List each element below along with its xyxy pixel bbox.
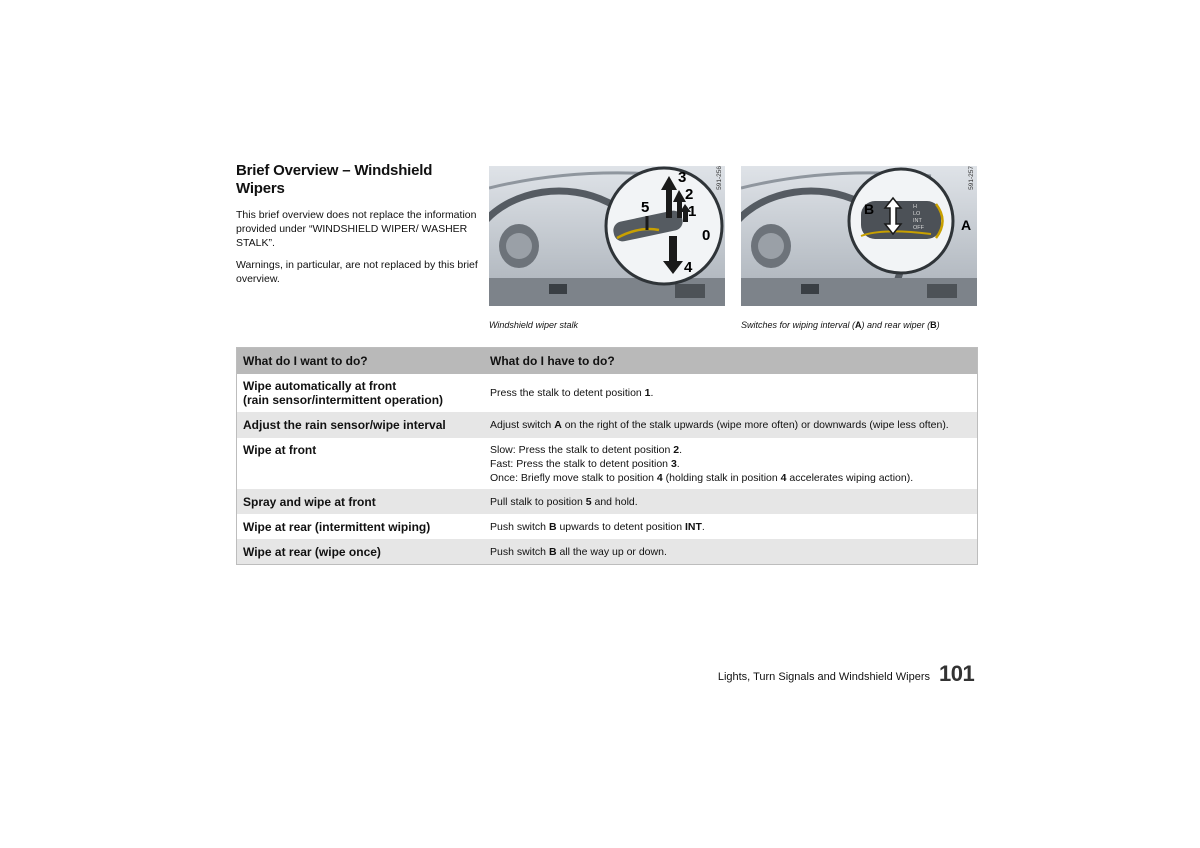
switch-position-label: LO (913, 211, 921, 217)
answer-bold-value: 5 (585, 495, 592, 508)
answer-line (490, 386, 971, 400)
switch-label-b: B (864, 201, 875, 217)
answer-text: Pull stalk to position (490, 495, 586, 508)
answer-text: Push switch (490, 545, 549, 558)
switches-figure (741, 166, 977, 306)
answer-line (490, 418, 971, 432)
row-answer (484, 412, 978, 438)
question-line: Spray and wipe at front (243, 494, 376, 509)
answer-line (490, 495, 971, 509)
answer-text: . (676, 458, 680, 470)
answer-text: . (701, 520, 705, 533)
page-number: 101 (939, 661, 975, 686)
table-row (237, 489, 978, 514)
stalk-position-label: 0 (702, 227, 711, 244)
answer-text: on the right of the stalk upwards (wipe more often) or downwards (wipe less often). (561, 419, 949, 431)
caption-bold: A (855, 320, 862, 330)
answer-text: . (650, 387, 654, 399)
answer-bold-value: 1 (644, 387, 651, 399)
table-row (237, 438, 978, 489)
answer-text: upwards to detent position (556, 520, 685, 533)
row-question (237, 539, 485, 565)
switches-illustration (741, 166, 977, 306)
answer-bold-value: 4 (656, 472, 663, 484)
switch-position-label: OFF (913, 225, 924, 231)
table-header-row (237, 348, 978, 375)
answer-text: Once: Briefly move stalk to position (490, 472, 657, 484)
stalk-position-label: 5 (641, 199, 650, 216)
answer-bold-value: 3 (670, 458, 677, 470)
row-question (237, 438, 485, 489)
figure-caption (741, 320, 940, 330)
table-row (237, 514, 978, 539)
answer-text: and hold. (591, 495, 638, 508)
answer-text: Adjust switch (490, 419, 555, 431)
section-title: Brief Overview – Windshield Wipers (236, 162, 433, 197)
answer-line (490, 457, 971, 471)
row-answer (484, 514, 978, 539)
question-line: Wipe at rear (wipe once) (243, 544, 381, 559)
row-answer (484, 489, 978, 514)
caption-text: Switches for wiping interval ( (741, 320, 856, 330)
question-line: Wipe at front (243, 443, 317, 457)
answer-bold-value: INT (684, 520, 702, 533)
answer-text: . (679, 444, 683, 456)
answer-line (490, 545, 971, 559)
answer-text: Fast: Press the stalk to detent position (490, 458, 671, 470)
row-answer (484, 374, 978, 412)
row-question (237, 412, 485, 438)
wiper-stalk-illustration (489, 166, 725, 306)
question-line: (rain sensor/intermittent operation) (243, 393, 444, 407)
wiper-overview-table (236, 347, 978, 565)
switch-position-label: H (913, 204, 917, 210)
question-line: Wipe at rear (intermittent wiping) (243, 519, 431, 534)
answer-bold-value: B (548, 520, 557, 533)
switch-label-a: A (961, 217, 972, 233)
table-row (237, 539, 978, 565)
intro-text (236, 208, 481, 294)
answer-bold-value: 2 (673, 444, 680, 456)
answer-line (490, 471, 971, 485)
table-header-question: What do I want to do? (237, 348, 485, 375)
wiper-stalk-figure (489, 166, 725, 306)
answer-line (490, 520, 971, 534)
answer-text: accelerates wiping action). (786, 472, 914, 484)
row-question (237, 514, 485, 539)
stalk-position-label: 2 (685, 186, 694, 203)
caption-text: ) and rear wiper ( (861, 320, 931, 330)
answer-bold-value: A (554, 419, 562, 431)
answer-text: (holding stalk in position (662, 472, 781, 484)
stalk-position-label: 3 (678, 169, 687, 186)
question-line: Adjust the rain sensor/wipe interval (243, 418, 446, 432)
figure-code: 591-257 (968, 166, 975, 190)
caption-text: ) (936, 320, 940, 330)
question-line: Wipe automatically at front (243, 379, 397, 393)
answer-line (490, 443, 971, 457)
table-row (237, 374, 978, 412)
intro-paragraph: Warnings, in particular, are not replaced by this brief overview. (236, 259, 478, 285)
caption-bold: B (930, 320, 937, 330)
answer-bold-value: 4 (780, 472, 787, 484)
intro-paragraph: This brief overview does not replace the information provided under “WINDSHIELD WIPER/ WASHER STALK”. (236, 209, 477, 249)
footer-section-label: Lights, Turn Signals and Windshield Wipers (717, 671, 930, 683)
table-row (237, 412, 978, 438)
row-question (237, 374, 485, 412)
figure-code: 591-256 (716, 166, 723, 190)
figure-caption: Windshield wiper stalk (489, 320, 578, 330)
answer-text: Push switch (490, 520, 549, 533)
answer-text: Slow: Press the stalk to detent position (490, 444, 674, 456)
answer-bold-value: B (548, 545, 557, 558)
row-question (237, 489, 485, 514)
table-header-answer: What do I have to do? (484, 348, 978, 375)
stalk-position-label: 1 (688, 203, 697, 220)
stalk-position-label: 4 (684, 259, 693, 276)
row-answer (484, 539, 978, 565)
switch-position-label: INT (913, 218, 922, 224)
row-answer (484, 438, 978, 489)
answer-text: all the way up or down. (556, 545, 667, 558)
answer-text: Press the stalk to detent position (490, 387, 645, 399)
